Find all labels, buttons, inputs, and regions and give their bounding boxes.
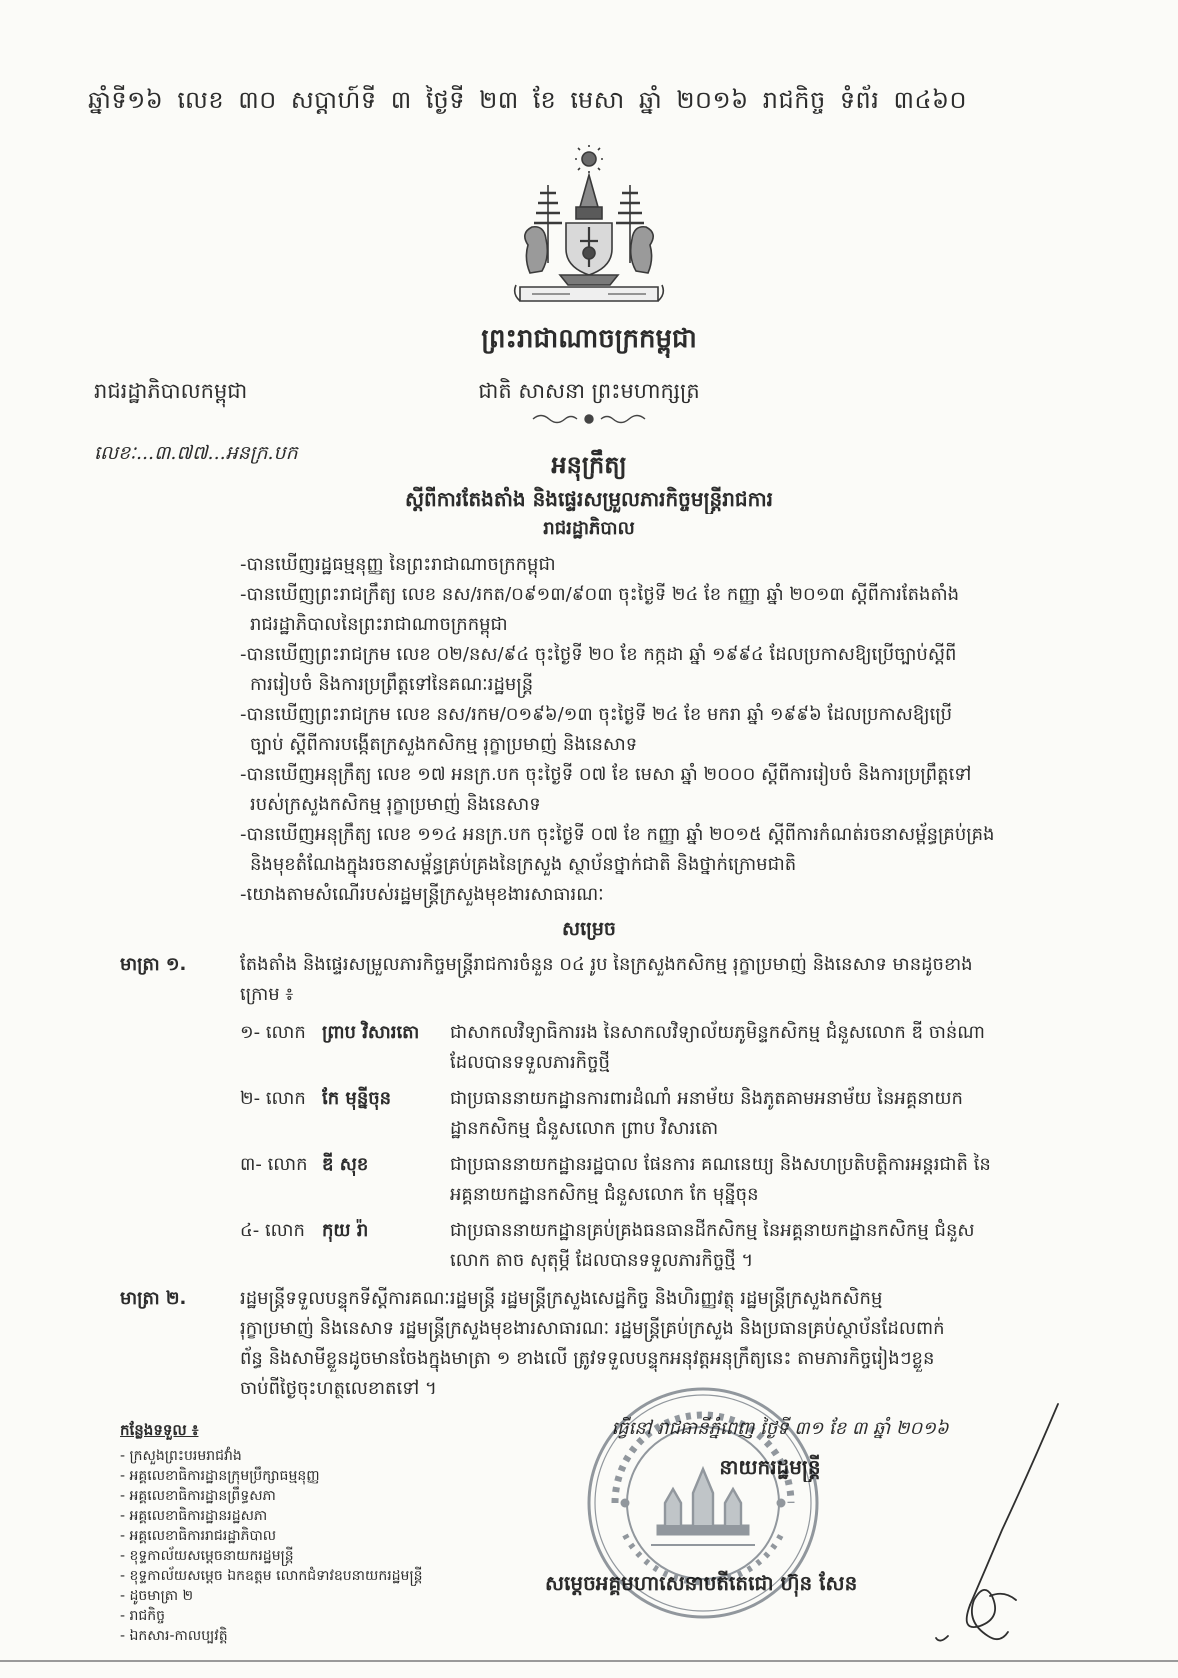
preamble-line: -បានឃើញព្រះរាជក្រឹត្យ លេខ នស/រកត/០៩១៣/៩០៣ ចុះថ្ងៃទី ២៤ ខែ កញ្ញា ឆ្នាំ ២០១៣ ស្តីពីការតែងតាំង: [240, 584, 960, 605]
recipient-item: - អគ្គលេខាធិការរាជរដ្ឋាភិបាល: [120, 1528, 277, 1544]
appointment-number: ៣- លោក: [240, 1154, 308, 1175]
recipient-item: - ខុទ្ទកាល័យសម្តេចនាយករដ្ឋមន្ត្រី: [120, 1548, 294, 1564]
signatory-name: សម្តេចអគ្គមហាសេនាបតីតេជោ ហ៊ុន សែន: [545, 1571, 858, 1595]
preamble-line: -បានឃើញព្រះរាជក្រម លេខ ០២/នស/៩៤ ចុះថ្ងៃទី ២០ ខែ កក្កដា ឆ្នាំ ១៩៩៤ ដែលប្រកាសឱ្យប្រើច្បាប់ស្តីពី: [240, 644, 957, 665]
appointment-description: ដែលបានទទួលភារកិច្ចថ្មី: [450, 1052, 610, 1073]
appointee-name: ព្រាប វិសារតោ: [322, 1022, 420, 1043]
preamble-line: និងមុខតំណែងក្នុងរចនាសម្ព័ន្ធគ្រប់គ្រងនៃក្រសួង ស្ថាប័នថ្នាក់ជាតិ និងថ្នាក់ក្រោមជាតិ: [250, 854, 797, 875]
appointment-number: ១- លោក: [240, 1022, 306, 1043]
article-1-line: ក្រោម ៖: [240, 984, 294, 1005]
ornament-divider: [529, 410, 649, 428]
appointee-name: កុយ រ៉ា: [322, 1220, 369, 1241]
preamble-line: របស់ក្រសួងកសិកម្ម រុក្ខាប្រមាញ់ និងនេសាទ: [250, 794, 541, 815]
preamble-line: -បានឃើញអនុក្រឹត្យ លេខ ១៧ អនក្រ.បក ចុះថ្ងៃទី ០៧ ខែ មេសា ឆ្នាំ ២០០០ ស្តីពីការរៀបចំ និងការប្រព្រឹត្តទៅ: [240, 764, 972, 785]
preamble-line: ច្បាប់ ស្តីពីការបង្កើតក្រសួងកសិកម្ម រុក្ខាប្រមាញ់ និងនេសាទ: [250, 734, 638, 755]
article-2-line: ព័ន្ធ និងសាមីខ្លួនដូចមានចែងក្នុងមាត្រា ១ ខាងលើ ត្រូវទទួលបន្ទុកអនុវត្តអនុក្រឹត្យនេះ តាមភារកិច្ចរៀងៗខ្លួន: [240, 1348, 935, 1369]
appointee-name: កែ មុន្នីចុន: [322, 1088, 392, 1109]
article-2-line: រុក្ខាប្រមាញ់ និងនេសាទ រដ្ឋមន្ត្រីក្រសួងមុខងារសាធារណៈ រដ្ឋមន្ត្រីគ្រប់ក្រសួង និងប្រធានគ្រប់ស្ថាប័នដែលពាក់: [240, 1318, 945, 1339]
gazette-header: ឆ្នាំទី១៦ លេខ ៣០ សប្តាហ៍ទី ៣ ថ្ងៃទី ២៣ ខែ មេសា ឆ្នាំ ២០១៦ រាជកិច្ច ទំព័រ ៣៤៦០: [88, 86, 968, 114]
recipient-item: - ដូចមាត្រា ២: [120, 1588, 194, 1604]
government-name: រាជរដ្ឋាភិបាលកម្ពុជា: [94, 379, 248, 403]
recipient-item: - អគ្គលេខាធិការដ្ឋានព្រឹទ្ធសភា: [120, 1488, 276, 1504]
handwritten-signature: [930, 1400, 1070, 1650]
preamble-line: -បានឃើញព្រះរាជក្រម លេខ នស/រកម/០១៩៦/១៣ ចុះថ្ងៃទី ២៤ ខែ មករា ឆ្នាំ ១៩៩៦ ដែលប្រកាសឱ្យប្រើ: [240, 704, 953, 725]
appointment-description: ដ្ឋានកសិកម្ម ជំនួសលោក ព្រាប វិសារតោ: [450, 1118, 719, 1139]
appointment-description: ជាប្រធាននាយកដ្ឋានគ្រប់គ្រងធនធានដីកសិកម្ម នៃអគ្គនាយកដ្ឋានកសិកម្ម ជំនួស: [450, 1220, 975, 1241]
royal-coat-of-arms-emblem: [510, 145, 668, 305]
recipient-item: - ឯកសារ-កាលប្បវត្តិ: [120, 1628, 228, 1644]
recipients-title: កន្លែងទទួល ៖: [120, 1421, 199, 1439]
preamble-line: រាជរដ្ឋាភិបាលនៃព្រះរាជាណាចក្រកម្ពុជា: [250, 614, 508, 635]
recipient-item: - ក្រសួងព្រះបរមរាជវាំង: [120, 1448, 242, 1464]
recipient-item: - អគ្គលេខាធិការដ្ឋានក្រុមប្រឹក្សាធម្មនុញ្ញ: [120, 1468, 320, 1484]
place-and-date: ធ្វើនៅ រាជធានីភ្នំពេញ ថ្ងៃទី ៣១ ខែ ៣ ឆ្នាំ ២០១៦: [611, 1418, 949, 1439]
scan-bottom-edge: [0, 1660, 1178, 1662]
appointee-name: ឌី សុខ: [322, 1154, 369, 1175]
recipient-item: - រាជកិច្ច: [120, 1608, 166, 1624]
signatory-title: នាយករដ្ឋមន្ត្រី: [719, 1455, 821, 1479]
recipient-item: - អគ្គលេខាធិការដ្ឋានរដ្ឋសភា: [120, 1508, 268, 1524]
article-2-line: រដ្ឋមន្ត្រីទទួលបន្ទុកទីស្តីការគណៈរដ្ឋមន្ត្រី រដ្ឋមន្ត្រីក្រសួងសេដ្ឋកិច្ច និងហិរញ្ញវត្ថុ រដ្ឋមន្ត្រីក្រសួងកសិកម្ម: [240, 1288, 883, 1309]
document-number: លេខៈ...៣.៧៧...អនក្រ.បក: [94, 442, 298, 464]
document-title: អនុក្រឹត្យ: [551, 451, 627, 479]
appointment-number: ៤- លោក: [240, 1220, 305, 1241]
official-round-seal: [585, 1385, 821, 1621]
preamble-line: ការរៀបចំ និងការប្រព្រឹត្តទៅនៃគណៈរដ្ឋមន្ត្រី: [250, 674, 534, 695]
issuing-authority: រាជរដ្ឋាភិបាល: [543, 518, 635, 539]
recipient-item: - ខុទ្ទកាល័យសម្តេច ឯកឧត្តម លោកជំទាវឧបនាយករដ្ឋមន្ត្រី: [120, 1568, 423, 1584]
article-2-label: មាត្រា ២.: [120, 1288, 187, 1309]
kingdom-title: ព្រះរាជាណាចក្រកម្ពុជា: [481, 324, 697, 354]
appointment-description: លោក តាច សុតុម្ភី ដែលបានទទួលភារកិច្ចថ្មី ។: [450, 1250, 754, 1271]
appointment-description: អគ្គនាយកដ្ឋានកសិកម្ម ជំនួសលោក កែ មុន្នីចុន: [450, 1184, 759, 1205]
appointment-description: ជាប្រធាននាយកដ្ឋានរដ្ឋបាល ផែនការ គណនេយ្យ និងសហប្រតិបត្តិការអន្តរជាតិ នៃ: [450, 1154, 991, 1175]
document-subtitle: ស្តីពីការតែងតាំង និងផ្ទេរសម្រួលភារកិច្ចមន្ត្រីរាជការ: [405, 487, 773, 511]
article-1-label: មាត្រា ១.: [120, 954, 187, 975]
national-motto: ជាតិ សាសនា ព្រះមហាក្សត្រ: [478, 379, 700, 403]
article-2-line: ចាប់ពីថ្ងៃចុះហត្ថលេខាតទៅ ។: [240, 1378, 437, 1399]
appointment-description: ជាសាកលវិទ្យាធិការរង នៃសាកលវិទ្យាល័យភូមិន្ទកសិកម្ម ជំនួសលោក ឌី ចាន់ណា: [450, 1022, 985, 1043]
appointment-number: ២- លោក: [240, 1088, 306, 1109]
preamble-line: -បានឃើញអនុក្រឹត្យ លេខ ១១៤ អនក្រ.បក ចុះថ្ងៃទី ០៧ ខែ កញ្ញា ឆ្នាំ ២០១៥ ស្តីពីការកំណត់រចនាសម្ព័ន្ធគ្រប់គ្រង: [240, 824, 995, 845]
decision-heading: សម្រេច: [562, 918, 616, 940]
article-1-line: តែងតាំង និងផ្ទេរសម្រួលភារកិច្ចមន្ត្រីរាជការចំនួន ០៤ រូប នៃក្រសួងកសិកម្ម រុក្ខាប្រមាញ់ និងនេសាទ មានដូចខាង: [240, 954, 973, 975]
appointment-description: ជាប្រធាននាយកដ្ឋានការពារដំណាំ អនាម័យ និងភូតគាមអនាម័យ នៃអគ្គនាយក: [450, 1088, 963, 1109]
preamble-line: -បានឃើញរដ្ឋធម្មនុញ្ញ នៃព្រះរាជាណាចក្រកម្ពុជា: [240, 554, 556, 575]
preamble-line: -យោងតាមសំណើរបស់រដ្ឋមន្ត្រីក្រសួងមុខងារសាធារណៈ: [240, 884, 604, 905]
